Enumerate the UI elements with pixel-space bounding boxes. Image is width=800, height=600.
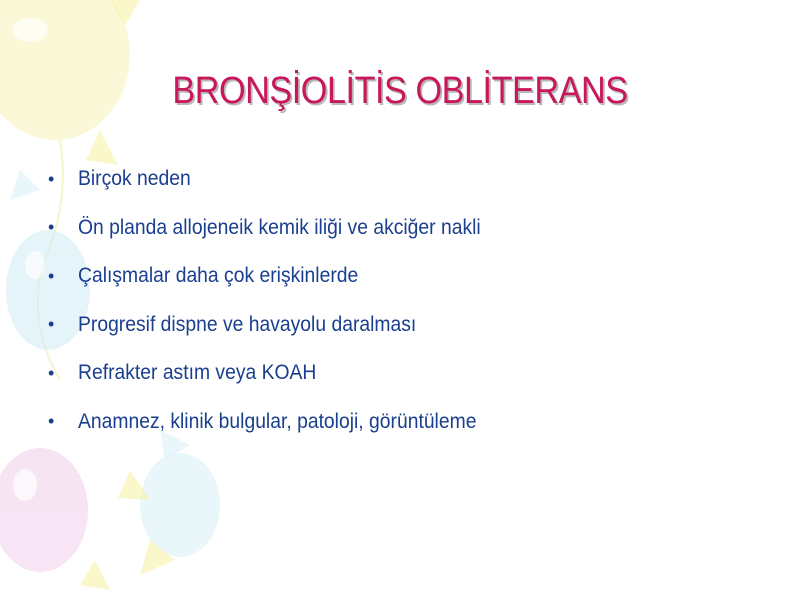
- bullet-text: Birçok neden: [78, 167, 191, 191]
- list-item: [48, 349, 516, 398]
- bullet-icon: •: [48, 168, 55, 189]
- bullet-icon: •: [48, 362, 55, 383]
- bullet-list: [48, 155, 516, 446]
- bullet-text: Anamnez, klinik bulgular, patoloji, görüntüleme: [78, 409, 477, 433]
- bullet-icon: •: [48, 314, 55, 335]
- bullet-text: Refrakter astım veya KOAH: [78, 361, 317, 385]
- bullet-text: Çalışmalar daha çok erişkinlerde: [78, 264, 359, 288]
- list-item: [48, 252, 516, 301]
- bullet-text: Ön planda allojeneik kemik iliği ve akciğer nakli: [78, 215, 481, 239]
- list-item: [48, 155, 516, 204]
- bullet-icon: •: [48, 265, 55, 286]
- bullet-icon: •: [48, 411, 55, 432]
- bullet-icon: •: [48, 217, 55, 238]
- list-item: [48, 398, 516, 447]
- balloon-icon: [0, 448, 88, 572]
- balloon-icon: [140, 453, 220, 557]
- list-item: [48, 204, 516, 253]
- slide-title: BRONŞİOLİTİS OBLİTERANS: [172, 70, 628, 112]
- list-item: [48, 301, 516, 350]
- bullet-text: Progresif dispne ve havayolu daralması: [78, 312, 417, 336]
